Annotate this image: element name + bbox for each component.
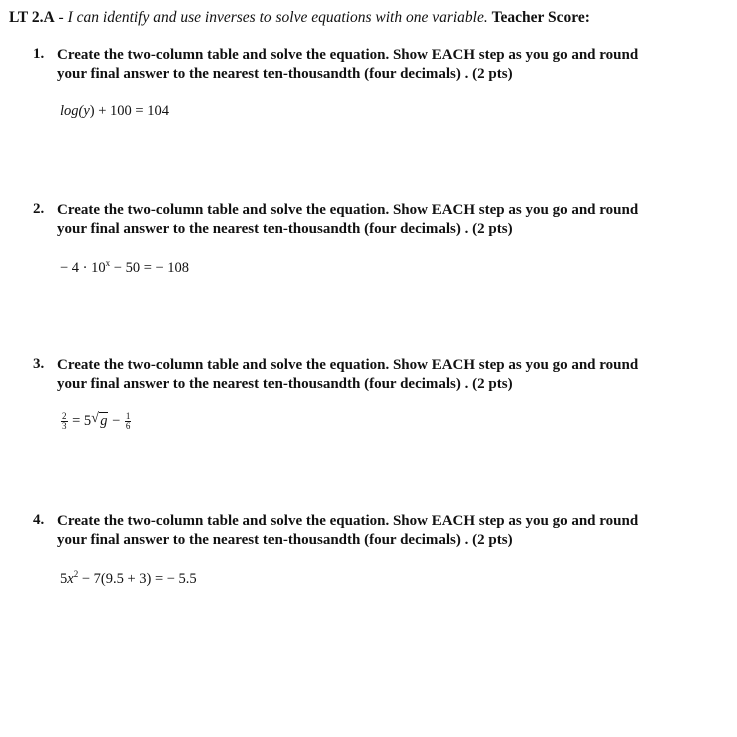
eq-minus: − xyxy=(108,412,124,429)
eq-rest: ) + 100 = 104 xyxy=(89,103,169,119)
fraction-numerator: 2 xyxy=(62,411,67,421)
eq-lead: − 4 · 10 xyxy=(60,260,106,276)
problem-instruction xyxy=(57,46,722,84)
equation-1 xyxy=(60,103,169,120)
problem-number: 4. xyxy=(33,512,45,528)
eq-equals: = 5 xyxy=(68,412,92,429)
eq-coef: 5 xyxy=(60,571,68,587)
equation-3 xyxy=(60,412,132,431)
instruction-line-1: Create the two-column table and solve the equation. Show EACH step as you go and round xyxy=(57,513,639,529)
eq-var: y xyxy=(83,103,90,119)
problem-number: 1. xyxy=(33,46,45,62)
problem-instruction xyxy=(57,512,722,550)
learning-target-objective: I can identify and use inverses to solve equations with one variable. xyxy=(67,9,488,26)
eq-rest: − 7(9.5 + 3) = − 5.5 xyxy=(78,571,197,587)
square-root xyxy=(91,410,108,430)
problem-number: 3. xyxy=(33,356,45,372)
instruction-line-1: Create the two-column table and solve the equation. Show EACH step as you go and round xyxy=(57,202,639,218)
fraction-denominator: 6 xyxy=(125,421,131,431)
eq-exponent: 2 xyxy=(73,569,79,579)
fraction-denominator: 3 xyxy=(62,421,67,431)
eq-radicand: g xyxy=(100,412,108,429)
header-separator: - xyxy=(54,9,68,26)
worksheet-header xyxy=(9,9,590,27)
problem-instruction xyxy=(57,201,722,239)
problem-instruction xyxy=(57,356,722,394)
instruction-line-2: your final answer to the nearest ten-thousandth (four decimals) . (2 pts) xyxy=(57,221,513,237)
instruction-line-2: your final answer to the nearest ten-thousandth (four decimals) . (2 pts) xyxy=(57,532,513,548)
instruction-line-2: your final answer to the nearest ten-thousandth (four decimals) . (2 pts) xyxy=(57,376,513,392)
learning-target-code: LT 2.A xyxy=(9,9,55,26)
instruction-line-2: your final answer to the nearest ten-thousandth (four decimals) . (2 pts) xyxy=(57,66,513,82)
equation-2 xyxy=(60,258,189,277)
eq-exponent: x xyxy=(105,258,111,268)
instruction-line-1: Create the two-column table and solve the equation. Show EACH step as you go and round xyxy=(57,47,639,63)
equation-4 xyxy=(60,569,197,588)
fraction-left xyxy=(61,412,68,431)
eq-rest: − 50 = − 108 xyxy=(110,260,190,276)
instruction-line-1: Create the two-column table and solve the equation. Show EACH step as you go and round xyxy=(57,357,639,373)
radical-sign-icon: √ xyxy=(91,410,99,426)
eq-var: x xyxy=(67,571,74,587)
eq-fn: log( xyxy=(60,103,84,119)
teacher-score-label: Teacher Score: xyxy=(491,9,590,26)
problem-number: 2. xyxy=(33,201,45,217)
fraction-numerator: 1 xyxy=(125,411,131,421)
fraction-right xyxy=(125,412,132,431)
